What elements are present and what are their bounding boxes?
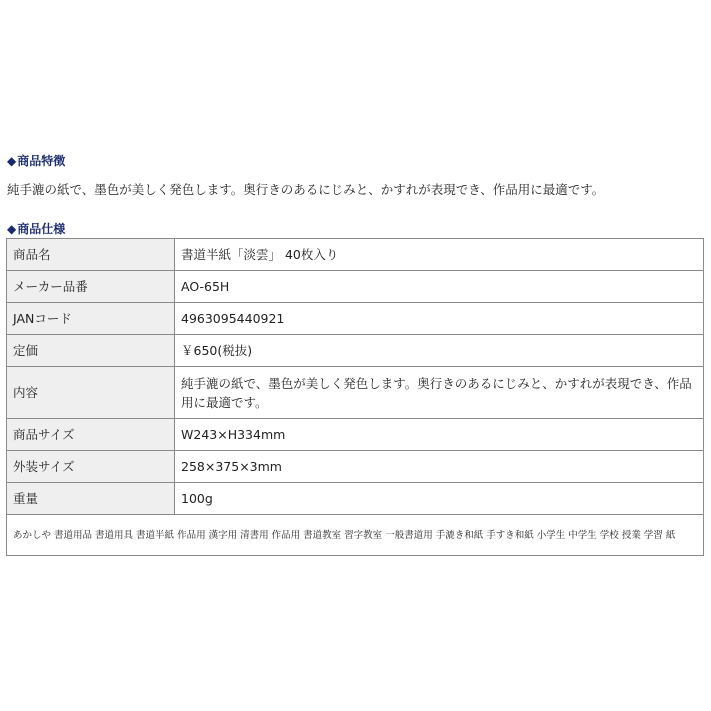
spec-label-maker-code: メーカー品番 xyxy=(7,271,175,303)
features-description: 純手漉の紙で、墨色が美しく発色します。奥行きのあるにじみと、かすれが表現でき、作品用に最適です。 xyxy=(7,182,605,197)
spec-label-product-name: 商品名 xyxy=(7,239,175,271)
spec-value-package-size: 258×375×3mm xyxy=(175,451,704,483)
diamond-icon: ◆ xyxy=(7,222,17,236)
spec-value-maker-code: AO-65H xyxy=(175,271,704,303)
table-row xyxy=(7,239,704,271)
table-row xyxy=(7,271,704,303)
spec-label-product-size: 商品サイズ xyxy=(7,419,175,451)
spec-value-product-size: W243×H334mm xyxy=(175,419,704,451)
table-row xyxy=(7,335,704,367)
diamond-icon: ◆ xyxy=(7,154,17,168)
spec-heading-text: 商品仕様 xyxy=(17,222,66,236)
spec-value-contents: 純手漉の紙で、墨色が美しく発色します。奥行きのあるにじみと、かすれが表現でき、作品用に最適です。 xyxy=(175,367,704,419)
spec-table xyxy=(6,238,704,556)
table-row xyxy=(7,483,704,515)
spec-value-price: ￥650(税抜) xyxy=(175,335,704,367)
table-row xyxy=(7,419,704,451)
spec-label-price: 定価 xyxy=(7,335,175,367)
spec-label-contents: 内容 xyxy=(7,367,175,419)
features-heading-text: 商品特徴 xyxy=(17,154,66,168)
spec-label-jan-code: JANコード xyxy=(7,303,175,335)
spec-tags: あかしや 書道用品 書道用具 書道半紙 作品用 漢字用 清書用 作品用 書道教室 習字教室 一般書道用 手漉き和紙 手すき和紙 小学生 中学生 学校 授業 学習 紙 xyxy=(7,515,704,556)
table-row xyxy=(7,303,704,335)
spec-heading xyxy=(7,221,65,237)
spec-label-weight: 重量 xyxy=(7,483,175,515)
spec-value-weight: 100g xyxy=(175,483,704,515)
spec-value-product-name: 書道半紙「淡雲」 40枚入り xyxy=(175,239,704,271)
spec-value-jan-code: 4963095440921 xyxy=(175,303,704,335)
spec-label-package-size: 外装サイズ xyxy=(7,451,175,483)
table-row xyxy=(7,515,704,556)
table-row xyxy=(7,367,704,419)
features-heading xyxy=(7,153,65,169)
table-row xyxy=(7,451,704,483)
